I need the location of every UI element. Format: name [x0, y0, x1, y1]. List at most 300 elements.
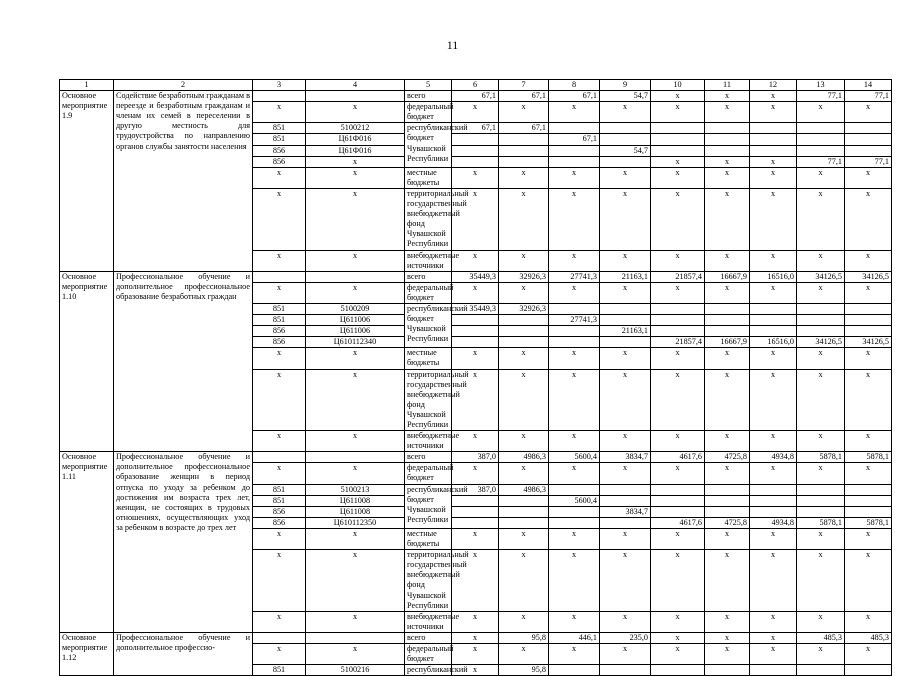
- year-value: [705, 303, 750, 314]
- grbs-code: 851: [253, 495, 306, 506]
- budget-code: x: [306, 611, 405, 632]
- column-header: 6: [452, 80, 499, 91]
- year-value: 34126,5: [845, 271, 892, 282]
- budget-code: [306, 271, 405, 282]
- year-value: 5600,4: [549, 452, 600, 463]
- year-value: x: [750, 632, 797, 643]
- year-value: x: [549, 528, 600, 549]
- year-value: x: [549, 463, 600, 484]
- year-value: [705, 134, 750, 145]
- year-value: [651, 665, 705, 676]
- year-value: [750, 484, 797, 495]
- year-value: x: [452, 102, 499, 123]
- year-value: x: [845, 643, 892, 664]
- activity-category: Основное мероприятие 1.9: [60, 91, 114, 272]
- year-value: x: [651, 188, 705, 250]
- column-header: 13: [797, 80, 845, 91]
- year-value: 16516,0: [750, 337, 797, 348]
- year-value: x: [452, 528, 499, 549]
- year-value: x: [452, 369, 499, 431]
- budget-code: x: [306, 188, 405, 250]
- page-number: 11: [446, 38, 459, 52]
- grbs-code: 856: [253, 337, 306, 348]
- year-value: [705, 315, 750, 326]
- year-value: x: [452, 188, 499, 250]
- funding-source: республиканский бюджет Чувашской Республики: [405, 303, 452, 347]
- year-value: 54,7: [600, 91, 651, 102]
- year-value: [845, 484, 892, 495]
- budget-code: Ц611006: [306, 315, 405, 326]
- column-header: 1: [60, 80, 114, 91]
- year-value: 4986,3: [499, 484, 549, 495]
- year-value: x: [499, 643, 549, 664]
- year-value: [549, 665, 600, 676]
- year-value: x: [600, 250, 651, 271]
- year-value: x: [549, 167, 600, 188]
- grbs-code: x: [253, 188, 306, 250]
- year-value: x: [651, 632, 705, 643]
- year-value: 16667,9: [705, 337, 750, 348]
- year-value: x: [499, 431, 549, 452]
- year-value: x: [845, 282, 892, 303]
- year-value: 67,1: [499, 123, 549, 134]
- year-value: x: [600, 102, 651, 123]
- year-value: [600, 315, 651, 326]
- year-value: [845, 145, 892, 156]
- budget-code: [306, 632, 405, 643]
- budget-code: x: [306, 463, 405, 484]
- year-value: [845, 123, 892, 134]
- activity-category: Основное мероприятие 1.10: [60, 271, 114, 452]
- year-value: [651, 123, 705, 134]
- year-value: x: [600, 643, 651, 664]
- year-value: [499, 506, 549, 517]
- year-value: x: [549, 282, 600, 303]
- budget-code: 5100209: [306, 303, 405, 314]
- header-row: [60, 80, 892, 91]
- year-value: x: [549, 102, 600, 123]
- year-value: x: [499, 250, 549, 271]
- year-value: 387,0: [452, 484, 499, 495]
- budget-code: Ц61Ф016: [306, 145, 405, 156]
- funding-source: всего: [405, 452, 452, 463]
- funding-source: внебюджетные источники: [405, 431, 452, 452]
- year-value: 77,1: [845, 91, 892, 102]
- year-value: [600, 495, 651, 506]
- grbs-code: x: [253, 431, 306, 452]
- activity-name: Профессиональное обучение и дополнительное профессиональное образование безработных граждан: [114, 271, 253, 452]
- year-value: [797, 303, 845, 314]
- year-value: x: [452, 550, 499, 612]
- table-row: [60, 271, 892, 282]
- year-value: [600, 303, 651, 314]
- budget-code: Ц611008: [306, 495, 405, 506]
- year-value: [845, 134, 892, 145]
- year-value: [797, 495, 845, 506]
- year-value: x: [750, 250, 797, 271]
- table-row: [60, 452, 892, 463]
- year-value: [549, 484, 600, 495]
- year-value: 67,1: [499, 91, 549, 102]
- table-row: [60, 632, 892, 643]
- year-value: [750, 303, 797, 314]
- column-header: 5: [405, 80, 452, 91]
- year-value: [549, 517, 600, 528]
- column-header: 12: [750, 80, 797, 91]
- year-value: [705, 495, 750, 506]
- year-value: x: [705, 102, 750, 123]
- budget-code: Ц610112340: [306, 337, 405, 348]
- budget-table-container: [59, 79, 889, 675]
- year-value: 4725,8: [705, 517, 750, 528]
- funding-source: республиканский бюджет Чувашской Республики: [405, 484, 452, 528]
- year-value: [797, 665, 845, 676]
- year-value: x: [452, 611, 499, 632]
- year-value: [452, 156, 499, 167]
- year-value: [499, 326, 549, 337]
- year-value: 235,0: [600, 632, 651, 643]
- year-value: x: [705, 431, 750, 452]
- year-value: x: [797, 463, 845, 484]
- year-value: [499, 134, 549, 145]
- year-value: 446,1: [549, 632, 600, 643]
- year-value: x: [452, 643, 499, 664]
- year-value: x: [600, 431, 651, 452]
- year-value: [452, 134, 499, 145]
- year-value: [750, 326, 797, 337]
- budget-code: x: [306, 550, 405, 612]
- year-value: [651, 145, 705, 156]
- year-value: x: [797, 528, 845, 549]
- year-value: x: [651, 91, 705, 102]
- year-value: [600, 123, 651, 134]
- year-value: x: [750, 167, 797, 188]
- year-value: x: [651, 528, 705, 549]
- year-value: x: [651, 282, 705, 303]
- grbs-code: 856: [253, 326, 306, 337]
- year-value: x: [705, 167, 750, 188]
- budget-code: Ц611006: [306, 326, 405, 337]
- column-header: 7: [499, 80, 549, 91]
- year-value: x: [797, 167, 845, 188]
- year-value: 21857,4: [651, 337, 705, 348]
- year-value: 5878,1: [797, 452, 845, 463]
- year-value: 21163,1: [600, 326, 651, 337]
- funding-source: федеральный бюджет: [405, 643, 452, 664]
- year-value: x: [845, 528, 892, 549]
- year-value: [499, 145, 549, 156]
- year-value: 485,3: [797, 632, 845, 643]
- budget-code: x: [306, 643, 405, 664]
- year-value: x: [549, 369, 600, 431]
- year-value: x: [750, 431, 797, 452]
- year-value: [499, 315, 549, 326]
- year-value: x: [705, 611, 750, 632]
- year-value: x: [452, 463, 499, 484]
- year-value: [705, 123, 750, 134]
- year-value: [549, 506, 600, 517]
- year-value: x: [705, 369, 750, 431]
- year-value: [499, 495, 549, 506]
- year-value: x: [750, 611, 797, 632]
- year-value: x: [499, 102, 549, 123]
- year-value: x: [750, 463, 797, 484]
- year-value: [651, 134, 705, 145]
- year-value: [600, 517, 651, 528]
- grbs-code: [253, 452, 306, 463]
- budget-code: 5100213: [306, 484, 405, 495]
- year-value: [750, 315, 797, 326]
- funding-source: федеральный бюджет: [405, 463, 452, 484]
- year-value: x: [499, 611, 549, 632]
- budget-code: 5100212: [306, 123, 405, 134]
- year-value: x: [750, 282, 797, 303]
- year-value: x: [499, 167, 549, 188]
- budget-code: x: [306, 369, 405, 431]
- year-value: [797, 134, 845, 145]
- grbs-code: 856: [253, 156, 306, 167]
- funding-source: федеральный бюджет: [405, 102, 452, 123]
- year-value: x: [549, 611, 600, 632]
- grbs-code: 851: [253, 123, 306, 134]
- grbs-code: 851: [253, 303, 306, 314]
- year-value: 77,1: [845, 156, 892, 167]
- year-value: 4986,3: [499, 452, 549, 463]
- year-value: x: [499, 528, 549, 549]
- year-value: 67,1: [452, 123, 499, 134]
- year-value: [452, 495, 499, 506]
- year-value: x: [499, 463, 549, 484]
- year-value: x: [651, 463, 705, 484]
- year-value: [549, 145, 600, 156]
- year-value: x: [499, 550, 549, 612]
- year-value: [549, 156, 600, 167]
- year-value: [750, 145, 797, 156]
- year-value: x: [705, 463, 750, 484]
- year-value: x: [549, 431, 600, 452]
- year-value: [651, 506, 705, 517]
- year-value: x: [651, 102, 705, 123]
- year-value: x: [845, 167, 892, 188]
- year-value: [797, 145, 845, 156]
- column-header: 3: [253, 80, 306, 91]
- year-value: x: [750, 643, 797, 664]
- column-header: 11: [705, 80, 750, 91]
- year-value: x: [452, 282, 499, 303]
- funding-source: всего: [405, 632, 452, 643]
- grbs-code: 856: [253, 145, 306, 156]
- budget-code: x: [306, 282, 405, 303]
- year-value: x: [651, 431, 705, 452]
- year-value: x: [750, 188, 797, 250]
- year-value: [651, 326, 705, 337]
- year-value: x: [705, 528, 750, 549]
- column-header: 9: [600, 80, 651, 91]
- year-value: x: [750, 369, 797, 431]
- year-value: x: [797, 102, 845, 123]
- grbs-code: x: [253, 643, 306, 664]
- year-value: x: [600, 188, 651, 250]
- grbs-code: 851: [253, 665, 306, 676]
- year-value: x: [651, 167, 705, 188]
- funding-source: внебюджетные источники: [405, 611, 452, 632]
- grbs-code: x: [253, 348, 306, 369]
- funding-source: местные бюджеты: [405, 348, 452, 369]
- column-header: 8: [549, 80, 600, 91]
- year-value: 387,0: [452, 452, 499, 463]
- year-value: x: [600, 611, 651, 632]
- year-value: x: [600, 528, 651, 549]
- grbs-code: x: [253, 550, 306, 612]
- year-value: x: [705, 550, 750, 612]
- year-value: x: [845, 348, 892, 369]
- funding-source: местные бюджеты: [405, 528, 452, 549]
- year-value: [845, 495, 892, 506]
- year-value: 77,1: [797, 91, 845, 102]
- year-value: [452, 145, 499, 156]
- year-value: [705, 506, 750, 517]
- year-value: x: [600, 348, 651, 369]
- year-value: [651, 484, 705, 495]
- year-value: [797, 506, 845, 517]
- year-value: 67,1: [549, 91, 600, 102]
- year-value: x: [651, 611, 705, 632]
- activity-name: Профессиональное обучение и дополнительное профессио-: [114, 632, 253, 675]
- year-value: [797, 123, 845, 134]
- year-value: x: [797, 550, 845, 612]
- funding-source: федеральный бюджет: [405, 282, 452, 303]
- year-value: x: [549, 550, 600, 612]
- year-value: [452, 315, 499, 326]
- year-value: [549, 337, 600, 348]
- year-value: 95,8: [499, 665, 549, 676]
- year-value: x: [797, 282, 845, 303]
- grbs-code: [253, 271, 306, 282]
- year-value: 35449,3: [452, 303, 499, 314]
- year-value: x: [499, 188, 549, 250]
- year-value: x: [845, 431, 892, 452]
- column-header: 10: [651, 80, 705, 91]
- year-value: 4934,8: [750, 517, 797, 528]
- year-value: x: [750, 528, 797, 549]
- year-value: [651, 303, 705, 314]
- funding-source: территориальный государственный внебюджетный фонд Чувашской Республики: [405, 369, 452, 431]
- year-value: x: [452, 348, 499, 369]
- grbs-code: [253, 91, 306, 102]
- year-value: 34126,5: [797, 271, 845, 282]
- year-value: x: [750, 348, 797, 369]
- year-value: x: [797, 611, 845, 632]
- grbs-code: x: [253, 369, 306, 431]
- year-value: x: [651, 250, 705, 271]
- year-value: x: [750, 550, 797, 612]
- year-value: 35449,3: [452, 271, 499, 282]
- grbs-code: x: [253, 528, 306, 549]
- year-value: [705, 665, 750, 676]
- budget-code: x: [306, 156, 405, 167]
- year-value: x: [845, 463, 892, 484]
- year-value: 4617,6: [651, 517, 705, 528]
- budget-code: [306, 452, 405, 463]
- year-value: x: [452, 431, 499, 452]
- year-value: [750, 665, 797, 676]
- year-value: x: [600, 282, 651, 303]
- budget-table: [59, 79, 892, 676]
- grbs-code: [253, 632, 306, 643]
- funding-source: территориальный государственный внебюджетный фонд Чувашской Республики: [405, 550, 452, 612]
- year-value: [499, 517, 549, 528]
- funding-source: местные бюджеты: [405, 167, 452, 188]
- year-value: x: [651, 369, 705, 431]
- grbs-code: 851: [253, 134, 306, 145]
- year-value: [845, 665, 892, 676]
- year-value: 21163,1: [600, 271, 651, 282]
- year-value: 54,7: [600, 145, 651, 156]
- year-value: [549, 326, 600, 337]
- year-value: [600, 156, 651, 167]
- year-value: x: [651, 348, 705, 369]
- year-value: 5878,1: [845, 517, 892, 528]
- budget-code: x: [306, 250, 405, 271]
- year-value: [750, 134, 797, 145]
- year-value: x: [651, 643, 705, 664]
- year-value: [651, 315, 705, 326]
- year-value: x: [845, 250, 892, 271]
- year-value: [797, 484, 845, 495]
- budget-code: Ц611008: [306, 506, 405, 517]
- year-value: x: [797, 643, 845, 664]
- year-value: x: [705, 188, 750, 250]
- year-value: x: [549, 348, 600, 369]
- grbs-code: x: [253, 282, 306, 303]
- year-value: [705, 145, 750, 156]
- year-value: 16516,0: [750, 271, 797, 282]
- year-value: [845, 326, 892, 337]
- year-value: x: [705, 250, 750, 271]
- year-value: x: [452, 167, 499, 188]
- budget-code: x: [306, 348, 405, 369]
- year-value: x: [750, 102, 797, 123]
- year-value: x: [600, 167, 651, 188]
- year-value: x: [797, 431, 845, 452]
- year-value: [452, 517, 499, 528]
- budget-code: Ц61Ф016: [306, 134, 405, 145]
- year-value: x: [600, 463, 651, 484]
- grbs-code: 856: [253, 506, 306, 517]
- year-value: [600, 484, 651, 495]
- grbs-code: x: [253, 250, 306, 271]
- year-value: [750, 495, 797, 506]
- year-value: x: [499, 369, 549, 431]
- year-value: 77,1: [797, 156, 845, 167]
- year-value: x: [845, 188, 892, 250]
- year-value: x: [600, 369, 651, 431]
- year-value: x: [845, 550, 892, 612]
- table-row: [60, 91, 892, 102]
- funding-source: республиканский бюджет Чувашской Республики: [405, 123, 452, 167]
- year-value: [600, 665, 651, 676]
- year-value: [600, 134, 651, 145]
- year-value: x: [452, 250, 499, 271]
- activity-name: Содействие безработным гражданам в переезде и безработным гражданам и членам их семей в переселении в другую местность для трудоустройства по направлению органов службы занятости населения: [114, 91, 253, 272]
- budget-code: 5100216: [306, 665, 405, 676]
- year-value: x: [651, 550, 705, 612]
- year-value: [452, 337, 499, 348]
- year-value: 32926,3: [499, 303, 549, 314]
- year-value: x: [750, 91, 797, 102]
- year-value: x: [651, 156, 705, 167]
- column-header: 4: [306, 80, 405, 91]
